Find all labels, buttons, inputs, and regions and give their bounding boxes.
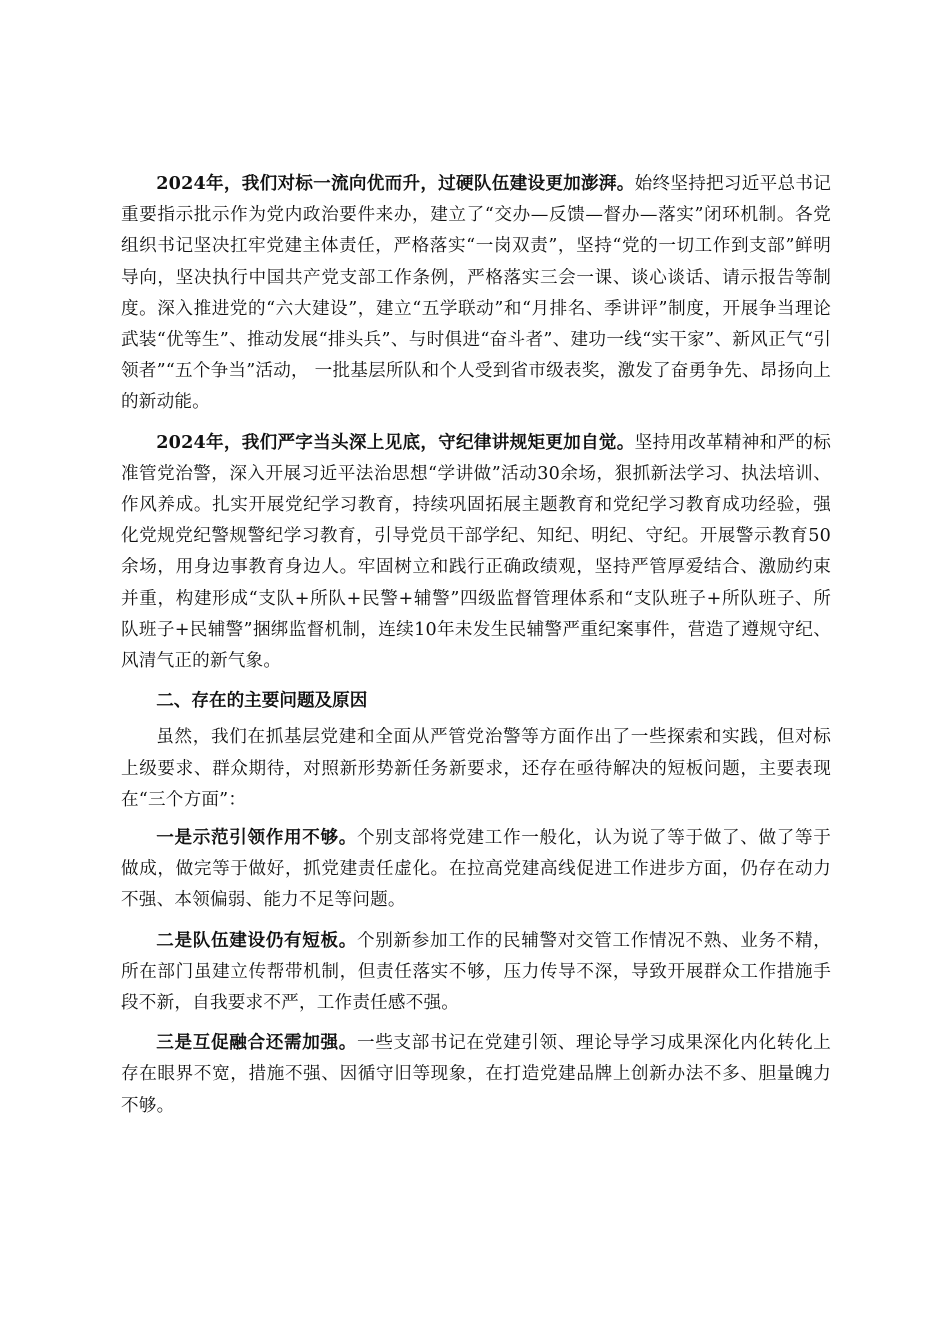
- paragraph-discipline: [121, 427, 831, 678]
- paragraph-text: 个别支部将党建工作一般化，认为说了等于做了、做了等于做成，做完等于做好，抓党建责任虚化。在拉高党建高线促进工作进步方面，仍存在动力不强、本领偏弱、能力不足等问题。: [121, 828, 832, 911]
- section-heading: 二、存在的主要问题及原因: [156, 690, 368, 712]
- paragraph-problem-two: [121, 925, 831, 1020]
- paragraph-text: 虽然，我们在抓基层党建和全面从严管党治警等方面作出了一些探索和实践，但对标上级要求、群众期待，对照新形势新任务新要求，还存在亟待解决的短板问题，主要表现在“三个方面”：: [121, 727, 831, 810]
- paragraph-text: 坚持用改革精神和严的标准管党治警，深入开展习近平法治思想“学讲做”活动30余场，狠抓新法学习、执法培训、作风养成。扎实开展党纪学习教育，持续巩固拓展主题教育和党纪学习教育成功经验，强化党规党纪警规警纪学习教育，引导党员干部学纪、知纪、明纪、守纪。开展警示教育50余场，用身边事教育身边人。牢固树立和践行正确政绩观，坚持严管厚爱结合、激励约束并重，构建形成“支队+所队+民警+辅警”四级监督管理体系和“支队班子+所队班子、所队班子+民辅警”捆绑监督机制，连续10年未发生民辅警严重纪案事件，营造了遵规守纪、风清气正的新气象。: [121, 432, 832, 672]
- paragraph-text: 始终坚持把习近平总书记重要指示批示作为党内政治要件来办，建立了“交办—反馈—督办—落实”闭环机制。各党组织书记坚决扛牢党建主体责任，严格落实“一岗双责”，坚持“党的一切工作到支部”鲜明导向，坚决执行中国共产党支部工作条例，严格落实三会一课、谈心谈话、请示报告等制度。深入推进党的“六大建设”，建立“五学联动”和“月排名、季讲评”制度，开展争当理论武装“优等生”、推动发展“排头兵”、与时俱进“奋斗者”、建功一线“实干家”、新风正气“引领者”“五个争当”活动， 一批基层所队和个人受到省市级表奖，激发了奋勇争先、昂扬向上的新动能。: [121, 174, 832, 413]
- paragraph-problems-intro: [121, 722, 831, 816]
- paragraph-lead: 2024年，我们对标一流向优而升，过硬队伍建设更加澎湃。: [156, 173, 635, 194]
- paragraph-lead: 二是队伍建设仍有短板。: [156, 929, 357, 951]
- paragraph-lead: 三是互促融合还需加强。: [156, 1032, 357, 1054]
- paragraph-problem-three: [121, 1027, 831, 1122]
- paragraph-lead: 一是示范引领作用不够。: [156, 827, 357, 849]
- paragraph-text: 一些支部书记在党建引领、理论导学习成果深化内化转化上存在眼界不宽，措施不强、因循守旧等现象，在打造党建品牌上创新办法不多、胆量魄力不够。: [121, 1033, 832, 1116]
- paragraph-team-building: [121, 168, 831, 419]
- paragraph-problem-one: [121, 822, 831, 917]
- paragraph-text: 个别新参加工作的民辅警对交管工作情况不熟、业务不精，所在部门虽建立传帮带机制，但责任落实不够，压力传导不深，导致开展群众工作措施手段不新，自我要求不严，工作责任感不强。: [121, 930, 832, 1014]
- paragraph-lead: 2024年，我们严字当头深上见底，守纪律讲规矩更加自觉。: [156, 431, 635, 453]
- document-body: [121, 168, 831, 1130]
